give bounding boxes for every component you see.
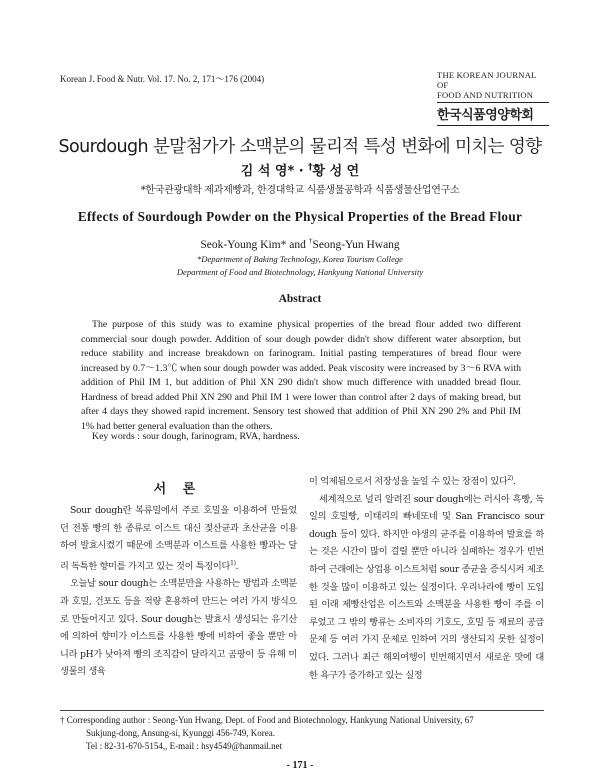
footnote-corresponding-author xyxy=(60,714,544,753)
journal-name-ko: 한국식품영양학회 xyxy=(437,108,534,123)
journal-name-en-line2: FOOD AND NUTRITION xyxy=(437,90,534,100)
masthead-divider-bottom xyxy=(437,125,549,126)
citation-2: 2) xyxy=(507,475,513,482)
affiliation-english-1: *Department of Baking Technology, Korea Tourism College xyxy=(196,254,403,264)
paper-title-english: Effects of Sourdough Powder on the Physical Properties of the Bread Flour xyxy=(77,209,523,224)
footnote-line-1: † Corresponding author : Seong-Yun Hwang, Dept. of Food and Biotechnology, Hankyung National University, 67 xyxy=(60,715,474,725)
footnote-line-3: Tel : 82-31-670-5154,, E-mail : hsy4549@hanmail.net xyxy=(86,741,283,751)
authors-korean xyxy=(0,160,600,179)
keywords: Key words : sour dough, farinogram, RVA, hardness. xyxy=(92,431,300,442)
footnote-divider xyxy=(60,710,544,711)
corresponding-dagger: † xyxy=(308,161,313,172)
journal-reference: Korean J. Food & Nutr. Vol. 17. No. 2, 171～176 (2004) xyxy=(60,74,265,84)
author-2-ko: 황 성 연 xyxy=(312,164,360,179)
right-paragraph-0: 이 억제됨으로서 저장성을 높일 수 있는 장점이 있다$^{2)}$. xyxy=(309,475,516,488)
author-1-en: Seok-Young Kim* xyxy=(200,238,287,251)
left-paragraph-2: 오늘날 sour dough는 소맥분만을 사용하는 방법과 소맥분과 호밀, 건포도 등을 적량 혼용하여 만드는 여러 가지 방식으로 만들어지고 있다. Sour dough는 발효시 생성되는 유기산에 의하여 향미가 이스트를 사용한 빵에 비하여 좋을 뿐만 아니라 pH가 낮아져 빵의 조직감이 달라지고 곰팡이 등 유해 미생물의 생육 xyxy=(60,578,297,678)
journal-masthead xyxy=(437,70,549,126)
corresponding-dagger-en: † xyxy=(308,236,313,245)
section-title-introduction: 서 론 xyxy=(153,482,202,497)
citation-1: 1) xyxy=(230,559,236,567)
journal-name-en-line1: THE KOREAN JOURNAL OF xyxy=(437,70,537,90)
affiliation-english-2: Department of Food and Biotechnology, Hankyung National University xyxy=(176,267,424,277)
abstract-heading: Abstract xyxy=(278,293,322,305)
authors-english xyxy=(0,236,600,251)
author-conjunction: and xyxy=(286,238,309,251)
author-2-en: Seong-Yun Hwang xyxy=(312,238,400,251)
paper-title-korean: Sourdough 분말첨가가 소맥분의 물리적 특성 변화에 미치는 영향 xyxy=(58,137,542,157)
page-number: - 171 - xyxy=(286,760,314,771)
author-separator: · xyxy=(294,164,309,179)
footnote-line-2: Sukjung-dong, Ansung-si, Kyunggi 456-749, Korea. xyxy=(86,728,275,738)
abstract-body: The purpose of this study was to examine physical properties of the bread flour added two different commercial sour dough powder. Addition of sour dough powder didn't show different water absorption, but reduce stability and increase breakdown on farinogram. Initial pasting temperatures of bread flour were increased by 0.7～1.3℃ when sour dough powder was added. Peak viscosity were increased by 3～6 RVA with addition of Phil IM 1, but addition of Phil XN 290 didn't show much difference with unadded bread flour. Hardness of bread added Phil XN 290 and Phil IM 1 were lower than control after 2 days of making bread, but after 4 days they showed rapid increment. Sensory test showed that addition of Phil XN 290 2% and Phil IM 1% had better general evaluation than the others. xyxy=(81,319,521,432)
masthead-divider xyxy=(437,102,549,103)
left-column xyxy=(60,502,297,681)
right-column xyxy=(309,470,544,684)
author-1-ko: 김 석 영* xyxy=(240,164,295,179)
right-paragraph-1: 세계적으로 널리 알려진 sour dough에는 러시아 흑빵, 독일의 호밀빵, 이태리의 빠네또네 및 San Francisco sour dough 등이 있다. 하지만 야생의 균주를 이용하여 발효를 하는 것은 시간이 많이 걸릴 뿐만 아니라 실패하는 경우가 빈번하여 근래에는 상업용 이스트처럼 sour 종균을 증식시켜 제조한 것을 많이 이용하고 있는 실정이다. 우리나라에 빵이 도입된 이래 제빵산업은 이스트와 소맥분을 사용한 빵이 주를 이루었고 그 밖의 빵류는 소비자의 기호도, 호밀 등 재료의 공급문제 등 여러 가지 문제로 인하여 거의 생산되지 못한 실정이었다. 그러나 최근 해외여행이 빈번해지면서 새로운 맛에 대한 욕구가 증가하고 있는 실정 xyxy=(309,493,544,681)
left-paragraph-1: Sour dough란 복류밀에서 주로 호밀을 이용하여 만들었던 전통 빵의 한 종류로 이스트 대신 젖산균과 초산균을 이용하여 발효시켰기 때문에 소맥분과 이스트를 사용한 빵과는 달리 독특한 향미를 가지고 있는 것이 특징이다$^{1)}$. xyxy=(60,505,297,572)
affiliation-korean: *한국관광대학 제과제빵과, 한경대학교 식품생물공학과 식품생물산업연구소 xyxy=(140,185,460,196)
